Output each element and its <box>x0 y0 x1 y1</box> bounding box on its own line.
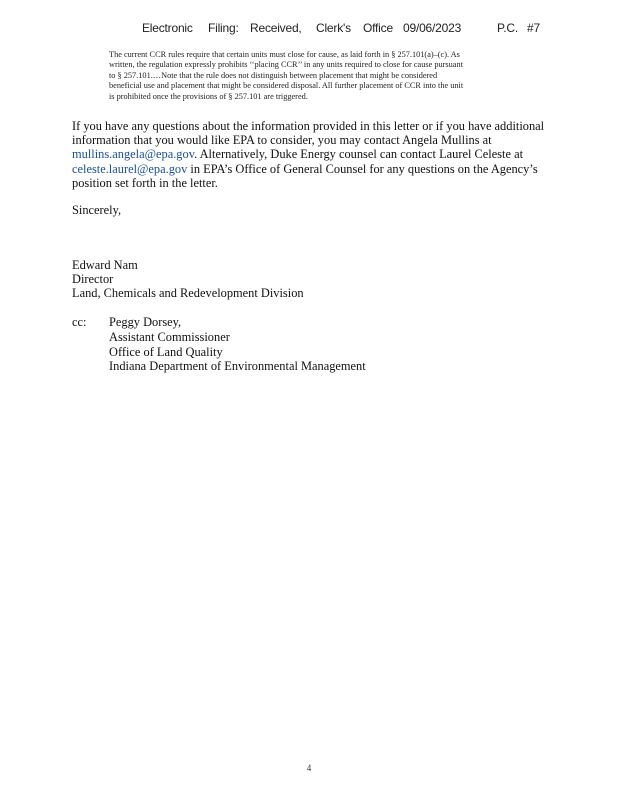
paragraph-text: . Alternatively, Duke Energy counsel can contact Laurel Celeste at <box>194 147 524 162</box>
signature-block <box>72 258 304 301</box>
signer-title: Director <box>72 272 114 287</box>
cc-label: cc: <box>72 315 87 329</box>
paragraph-line: If you have any questions about the information provided in this letter or if you have additional <box>72 119 545 133</box>
quote-line: The current CCR rules require that certain units must close for cause, as laid forth in § 257.101(a)–(c). As <box>109 50 460 59</box>
quote-line: beneficial use and placement that might be considered disposal. All further placement of CCR into the unit <box>109 81 464 91</box>
header-electronic: Electronic <box>142 21 193 35</box>
paragraph-line: information that you would like EPA to consider, you may contact Angela Mullins at <box>72 133 492 148</box>
quote-line: written, the regulation expressly prohibits ‘‘placing CCR’’ in any units required to close for cause pursuant <box>109 60 463 70</box>
paragraph-text: in EPA’s Office of General Counsel for any questions on the Agency’s <box>187 161 538 176</box>
signer-name: Edward Nam <box>72 258 138 272</box>
paragraph-line <box>72 162 577 176</box>
cc-recipient <box>109 315 366 374</box>
cc-line: Office of Land Quality <box>109 344 223 359</box>
cc-line: Peggy Dorsey, <box>109 315 182 329</box>
cc-line: Indiana Department of Environmental Management <box>109 359 366 374</box>
quote-line: is prohibited once the provisions of § 257.101 are triggered. <box>109 91 308 101</box>
header-date: 09/06/2023 <box>403 21 462 35</box>
email-link-celeste[interactable]: celeste.laurel@epa.gov <box>72 161 188 176</box>
closing-salutation: Sincerely, <box>72 203 122 217</box>
paragraph-line <box>72 147 577 161</box>
header-filing: Filing: <box>208 21 239 35</box>
contact-paragraph <box>72 119 577 190</box>
paragraph-line: position set forth in the letter. <box>72 175 218 190</box>
header-pc-label: P.C. <box>497 21 518 35</box>
header-office: Office <box>363 21 393 35</box>
header-clerks: Clerk's <box>316 21 351 35</box>
filing-header <box>0 21 618 37</box>
page-number: 4 <box>306 763 312 773</box>
cc-line: Assistant Commissioner <box>109 329 230 344</box>
header-pc-number: #7 <box>527 21 540 35</box>
email-link-mullins[interactable]: mullins.angela@epa.gov <box>72 147 195 162</box>
block-quote <box>109 50 541 102</box>
quote-line: to § 257.101.…Note that the rule does not distinguish between placement that might be considered <box>109 70 438 80</box>
header-received: Received, <box>250 21 302 35</box>
signer-division: Land, Chemicals and Redevelopment Division <box>72 286 304 301</box>
